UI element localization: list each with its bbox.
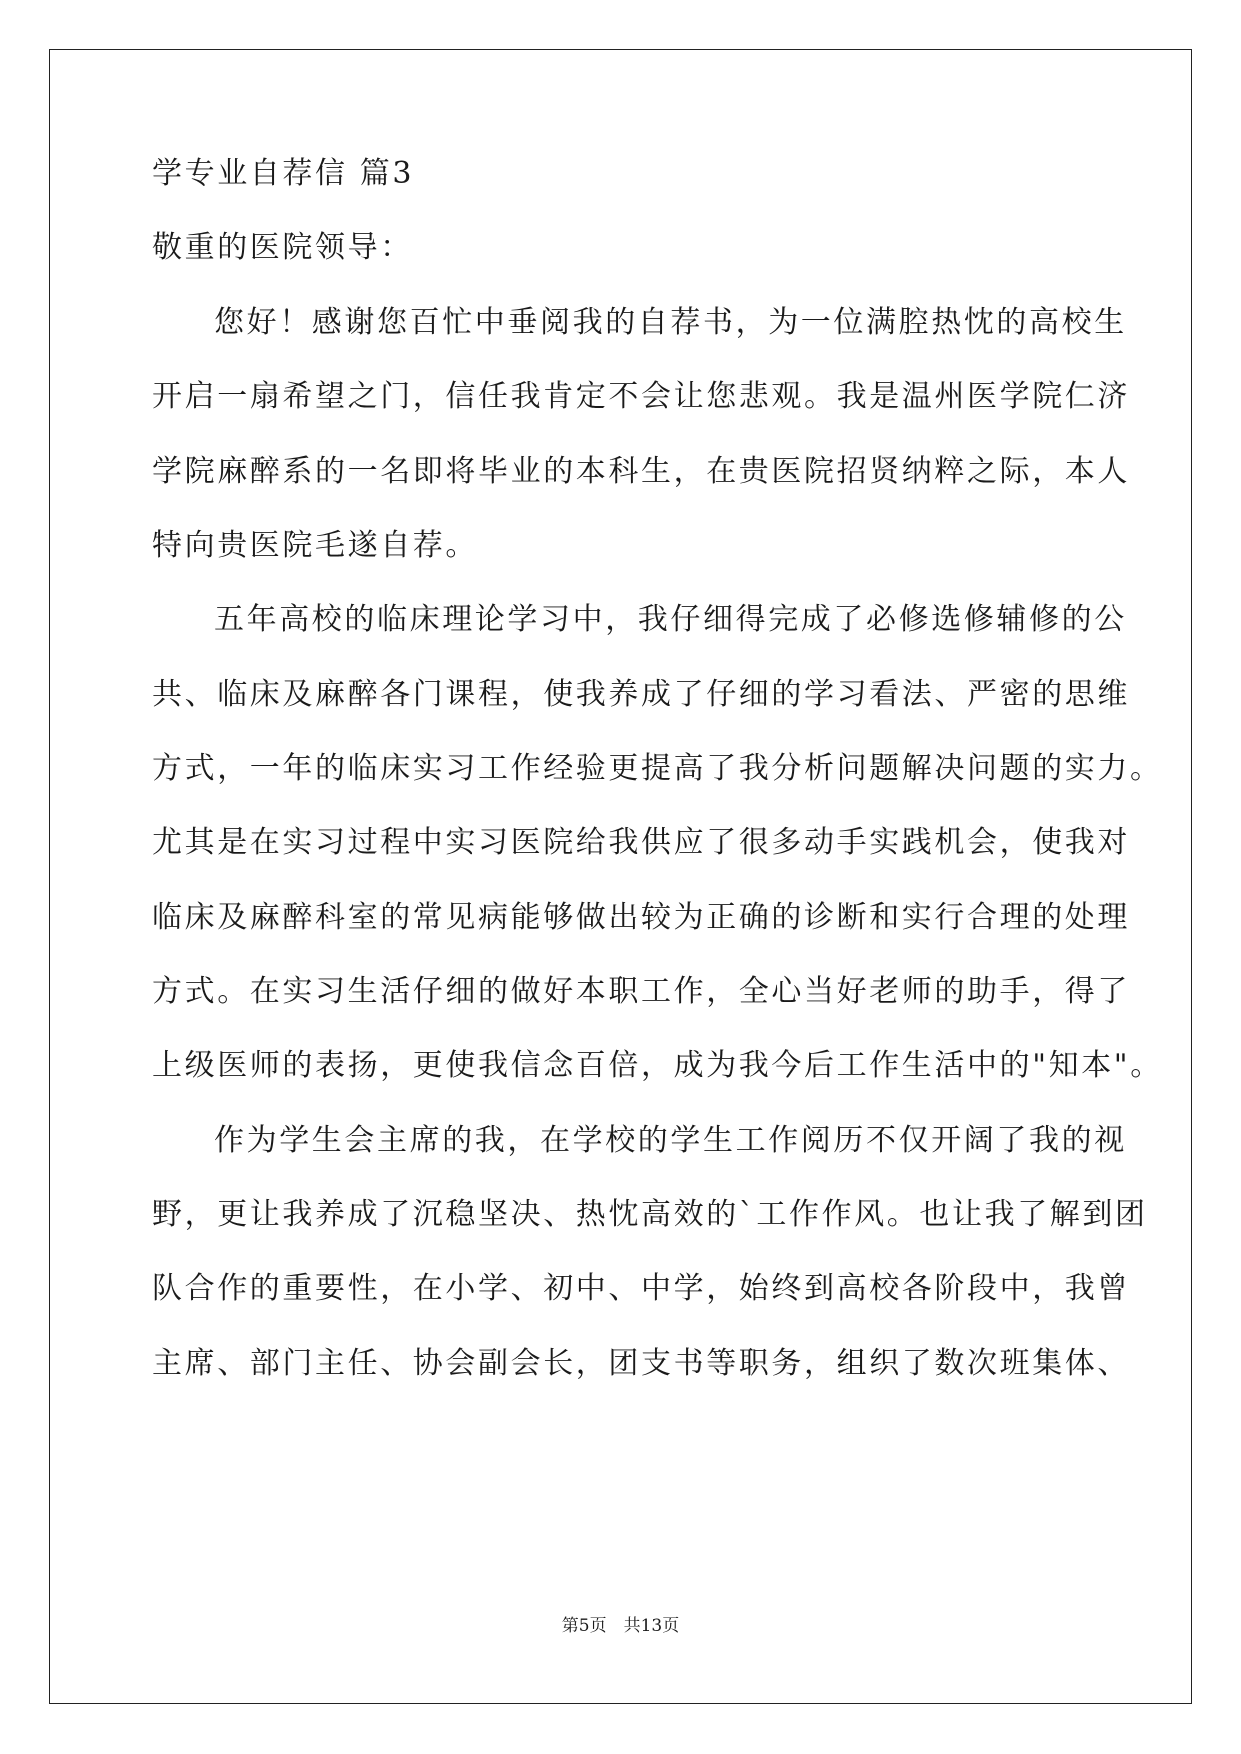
paragraph-line: 学院麻醉系的一名即将毕业的本科生，在贵医院招贤纳粹之际，本人 bbox=[152, 454, 1130, 489]
paragraph-line: 开启一扇希望之门，信任我肯定不会让您悲观。我是温州医学院仁济 bbox=[152, 379, 1130, 414]
paragraph-line: 方式，一年的临床实习工作经验更提高了我分析问题解决问题的实力。 bbox=[152, 751, 1163, 786]
paragraph-line: 共、临床及麻醉各门课程，使我养成了仔细的学习看法、严密的思维 bbox=[152, 677, 1130, 712]
paragraph-line: 特向贵医院毛遂自荐。 bbox=[152, 528, 478, 563]
paragraph-line: 队合作的重要性，在小学、初中、中学，始终到高校各阶段中，我曾 bbox=[152, 1271, 1130, 1306]
paragraph-line: 五年高校的临床理论学习中，我仔细得完成了必修选修辅修的公 bbox=[214, 602, 1127, 637]
page-number: 第5页 共13页 bbox=[561, 1616, 680, 1636]
paragraph-line: 临床及麻醉科室的常见病能够做出较为正确的诊断和实行合理的处理 bbox=[152, 900, 1130, 935]
page-border bbox=[49, 49, 1192, 1704]
paragraph-line: 方式。在实习生活仔细的做好本职工作，全心当好老师的助手，得了 bbox=[152, 974, 1130, 1009]
paragraph-line: 野，更让我养成了沉稳坚决、热忱高效的`工作作风。也让我了解到团 bbox=[152, 1197, 1148, 1232]
paragraph-line: 尤其是在实习过程中实习医院给我供应了很多动手实践机会，使我对 bbox=[152, 825, 1130, 860]
paragraph-line: 作为学生会主席的我，在学校的学生工作阅历不仅开阔了我的视 bbox=[214, 1123, 1127, 1158]
paragraph-line: 主席、部门主任、协会副会长，团支书等职务，组织了数次班集体、 bbox=[152, 1346, 1130, 1381]
document-title: 学专业自荐信 篇3 bbox=[152, 156, 415, 191]
salutation: 敬重的医院领导： bbox=[152, 230, 413, 265]
paragraph-line: 上级医师的表扬，更使我信念百倍，成为我今后工作生活中的"知本"。 bbox=[152, 1048, 1163, 1083]
paragraph-line: 您好！感谢您百忙中垂阅我的自荐书，为一位满腔热忱的高校生 bbox=[214, 305, 1127, 340]
